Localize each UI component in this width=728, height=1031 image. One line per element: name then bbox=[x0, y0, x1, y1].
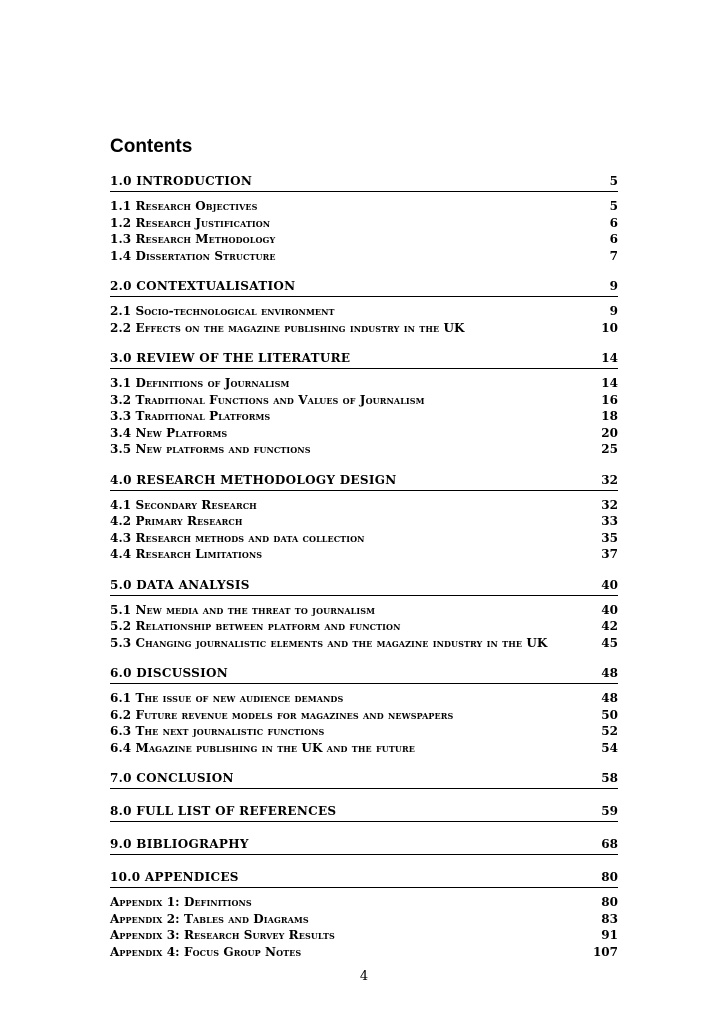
toc-main-entry[interactable] bbox=[110, 576, 618, 596]
toc-main-entry-page-number: 40 bbox=[601, 577, 618, 592]
toc-sub-entry[interactable] bbox=[110, 375, 618, 392]
toc-sub-entry-page-number: 32 bbox=[601, 497, 618, 512]
toc-sub-entry-title: Appendix 3: Research Survey Results bbox=[110, 928, 335, 942]
toc-sub-entry-title: 6.4 Magazine publishing in the UK and the future bbox=[110, 740, 415, 755]
toc-sub-entry-page-number: 9 bbox=[609, 304, 618, 318]
toc-main-entry-title: 8.0 FULL LIST OF REFERENCES bbox=[110, 804, 337, 818]
toc-sub-entry-page-number: 107 bbox=[592, 944, 618, 959]
toc-section bbox=[110, 769, 618, 789]
toc-section bbox=[110, 349, 618, 458]
toc-main-entry[interactable] bbox=[110, 769, 618, 789]
toc-sub-entry[interactable] bbox=[110, 690, 618, 707]
toc-sub-entry-title: Appendix 2: Tables and Diagrams bbox=[110, 911, 309, 926]
toc-main-entry-title: 10.0 APPENDICES bbox=[110, 870, 239, 884]
toc-main-entry-title: 7.0 CONCLUSION bbox=[110, 771, 234, 785]
toc-main-entry-title: 3.0 REVIEW OF THE LITERATURE bbox=[110, 351, 351, 365]
toc-main-entry-page-number: 48 bbox=[601, 666, 618, 680]
toc-sub-entry-page-number: 50 bbox=[601, 707, 618, 722]
toc-sub-entry-title: 1.4 Dissertation Structure bbox=[110, 248, 276, 263]
toc-main-entry-page-number: 14 bbox=[601, 351, 618, 365]
toc-sub-entry[interactable] bbox=[110, 198, 618, 215]
toc-main-entry[interactable] bbox=[110, 868, 618, 888]
toc-sub-entry-title: Appendix 4: Focus Group Notes bbox=[110, 944, 302, 959]
toc-sub-entry-page-number: 35 bbox=[601, 530, 618, 545]
toc-sub-entry-page-number: 5 bbox=[609, 199, 618, 213]
page-number: 4 bbox=[359, 969, 369, 984]
toc-main-entry[interactable] bbox=[110, 471, 618, 491]
toc-sub-entry-page-number: 14 bbox=[601, 376, 618, 390]
toc-section bbox=[110, 277, 618, 336]
toc-sub-entry[interactable] bbox=[110, 425, 618, 442]
toc-sub-entry-title: 3.3 Traditional Platforms bbox=[110, 409, 271, 423]
toc-sub-entry-page-number: 6 bbox=[609, 232, 618, 246]
toc-main-entry-page-number: 9 bbox=[609, 279, 618, 293]
toc-main-entry-page-number: 68 bbox=[601, 837, 618, 851]
toc-main-entry[interactable] bbox=[110, 802, 618, 822]
toc-section bbox=[110, 868, 618, 960]
toc-sub-entry[interactable] bbox=[110, 707, 618, 724]
toc-sub-entry-page-number: 7 bbox=[609, 248, 618, 263]
toc-sub-entry[interactable] bbox=[110, 320, 618, 337]
toc-section bbox=[110, 802, 618, 822]
toc-sub-entry-title: 2.2 Effects on the magazine publishing industry in the UK bbox=[110, 320, 465, 335]
toc-section bbox=[110, 835, 618, 855]
toc-sub-entry-page-number: 48 bbox=[601, 691, 618, 705]
toc-sub-entry-page-number: 20 bbox=[601, 425, 618, 440]
toc-sub-entry-title: 1.3 Research Methodology bbox=[110, 232, 276, 246]
toc-sub-entry[interactable] bbox=[110, 944, 618, 961]
toc-main-entry[interactable] bbox=[110, 349, 618, 369]
toc-sub-entry-page-number: 83 bbox=[601, 911, 618, 926]
toc-sub-entry[interactable] bbox=[110, 530, 618, 547]
toc-sub-entry[interactable] bbox=[110, 497, 618, 514]
toc-sub-entry-title: Appendix 1: Definitions bbox=[110, 895, 252, 909]
toc-sub-entry-title: 4.3 Research methods and data collection bbox=[110, 530, 365, 545]
toc-main-entry-page-number: 59 bbox=[601, 804, 618, 818]
toc-sub-entry[interactable] bbox=[110, 894, 618, 911]
toc-sub-entry-page-number: 42 bbox=[601, 619, 618, 633]
toc-main-entry-title: 9.0 BIBLIOGRAPHY bbox=[110, 837, 249, 851]
toc-sub-entry-page-number: 33 bbox=[601, 514, 618, 528]
toc-section bbox=[110, 664, 618, 756]
toc-sub-entry-page-number: 40 bbox=[601, 602, 618, 617]
toc-sub-entry-title: 6.2 Future revenue models for magazines and newspapers bbox=[110, 707, 454, 722]
toc-sub-entry-title: 1.2 Research Justification bbox=[110, 215, 271, 230]
toc-sub-entry-page-number: 80 bbox=[601, 895, 618, 909]
toc-sub-entry-page-number: 6 bbox=[609, 215, 618, 230]
toc-main-entry-page-number: 58 bbox=[601, 771, 618, 785]
toc-sub-entry-title: 3.5 New platforms and functions bbox=[110, 442, 311, 456]
toc-main-entry-title: 4.0 RESEARCH METHODOLOGY DESIGN bbox=[110, 472, 397, 487]
toc-sub-entry[interactable] bbox=[110, 231, 618, 248]
toc-sub-entry[interactable] bbox=[110, 723, 618, 740]
toc-sub-entry-page-number: 10 bbox=[601, 320, 618, 335]
toc-sub-entry[interactable] bbox=[110, 215, 618, 232]
toc-sub-entry[interactable] bbox=[110, 303, 618, 320]
toc-sub-entry[interactable] bbox=[110, 618, 618, 635]
toc-sub-entry-title: 3.1 Definitions of Journalism bbox=[110, 376, 290, 390]
toc-sub-entry[interactable] bbox=[110, 740, 618, 757]
toc-sub-entry-title: 2.1 Socio-technological environment bbox=[110, 304, 335, 318]
toc-sub-entry-title: 3.4 New Platforms bbox=[110, 425, 228, 440]
toc-sub-entry-page-number: 91 bbox=[601, 928, 618, 942]
toc-section bbox=[110, 471, 618, 563]
toc-sub-entry[interactable] bbox=[110, 248, 618, 265]
toc-section bbox=[110, 576, 618, 652]
toc-main-entry-page-number: 5 bbox=[609, 174, 618, 188]
toc-sub-entry-title: 6.1 The issue of new audience demands bbox=[110, 691, 344, 705]
toc-sub-entry-page-number: 16 bbox=[601, 392, 618, 407]
toc-sub-entry[interactable] bbox=[110, 911, 618, 928]
toc-sub-entry[interactable] bbox=[110, 513, 618, 530]
toc-sub-entry-title: 4.4 Research Limitations bbox=[110, 547, 263, 561]
toc-sub-entry-title: 6.3 The next journalistic functions bbox=[110, 724, 325, 738]
toc-sub-entry-title: 3.2 Traditional Functions and Values of Journalism bbox=[110, 392, 425, 407]
toc-sub-entry[interactable] bbox=[110, 441, 618, 458]
toc-sub-entry-title: 5.1 New media and the threat to journalism bbox=[110, 602, 376, 617]
toc-sub-entry-title: 4.1 Secondary Research bbox=[110, 497, 257, 512]
toc-main-entry[interactable] bbox=[110, 664, 618, 684]
toc-sub-entry-page-number: 54 bbox=[601, 740, 618, 755]
toc-sub-entry[interactable] bbox=[110, 546, 618, 563]
toc-sub-entry-title: 1.1 Research Objectives bbox=[110, 199, 258, 213]
toc-sub-entry[interactable] bbox=[110, 392, 618, 409]
toc-main-entry-page-number: 80 bbox=[601, 870, 618, 884]
toc-sub-entry-page-number: 18 bbox=[601, 409, 618, 423]
toc-main-entry-title: 1.0 INTRODUCTION bbox=[110, 174, 253, 188]
toc-sub-entry-title: 4.2 Primary Research bbox=[110, 514, 243, 528]
table-of-contents bbox=[110, 172, 618, 973]
toc-section bbox=[110, 172, 618, 264]
toc-main-entry-title: 6.0 DISCUSSION bbox=[110, 666, 229, 680]
toc-sub-entry[interactable] bbox=[110, 927, 618, 944]
toc-main-entry[interactable] bbox=[110, 835, 618, 855]
toc-sub-entry[interactable] bbox=[110, 602, 618, 619]
toc-sub-entry-page-number: 45 bbox=[601, 635, 618, 650]
toc-main-entry-page-number: 32 bbox=[601, 472, 618, 487]
toc-sub-entry-title: 5.3 Changing journalistic elements and the magazine industry in the UK bbox=[110, 635, 548, 650]
toc-sub-entry[interactable] bbox=[110, 635, 618, 652]
contents-heading: Contents bbox=[110, 136, 193, 157]
toc-sub-entry-page-number: 37 bbox=[601, 547, 618, 561]
toc-sub-entry-page-number: 25 bbox=[601, 442, 618, 456]
toc-sub-entry-page-number: 52 bbox=[601, 724, 618, 738]
toc-sub-entry[interactable] bbox=[110, 408, 618, 425]
toc-sub-entry-title: 5.2 Relationship between platform and function bbox=[110, 619, 401, 633]
toc-main-entry-title: 5.0 DATA ANALYSIS bbox=[110, 577, 250, 592]
toc-main-entry[interactable] bbox=[110, 277, 618, 297]
toc-main-entry[interactable] bbox=[110, 172, 618, 192]
toc-main-entry-title: 2.0 CONTEXTUALISATION bbox=[110, 279, 296, 293]
